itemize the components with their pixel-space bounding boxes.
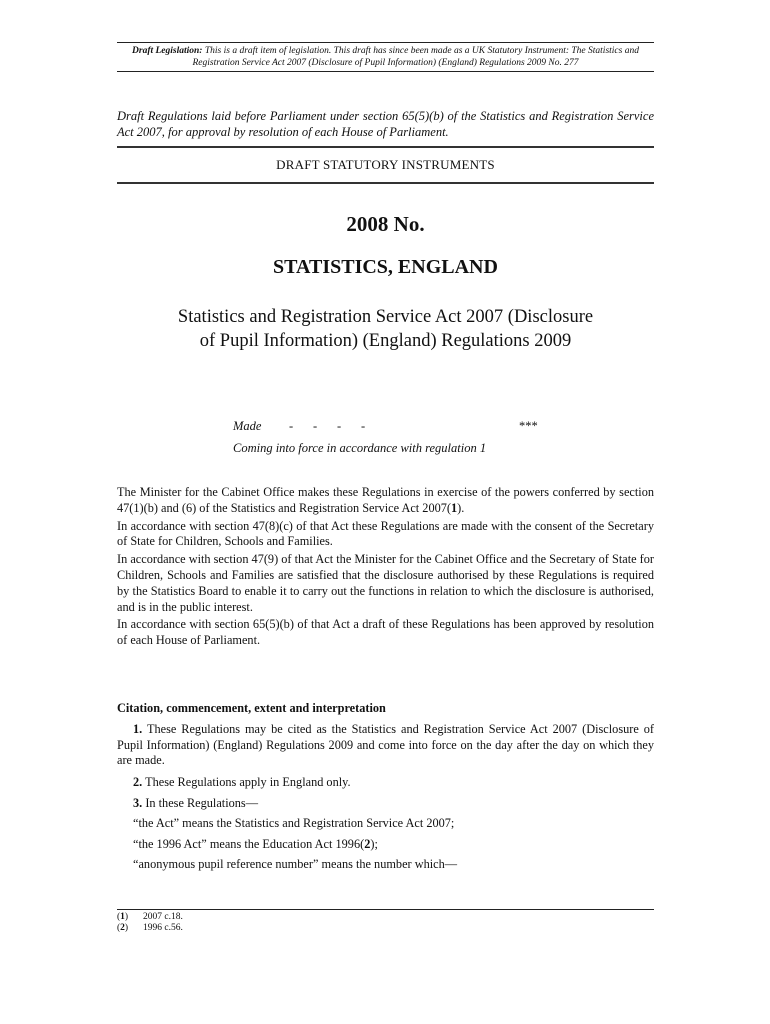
banner-text: This is a draft item of legislation. This draft has since been made as a UK Statutory Instrument: The Statistics and Registration Service Act 2007 (Disclosure of Pupil Information) (England) Regulations 2009 No. 277 — [192, 46, 639, 68]
dash: - — [361, 419, 366, 433]
footnote-mark: (2) — [117, 923, 129, 933]
preamble — [117, 485, 654, 651]
footnote-ref[interactable]: 2 — [364, 836, 371, 851]
intro-text: Draft Regulations laid before Parliament under section 65(5)(b) of the Statistics and Registration Service Act 2007, for approval by resolution of each House of Parliament. — [117, 109, 654, 139]
section-heading: Citation, commencement, extent and interpretation — [117, 701, 386, 715]
regulation-1 — [117, 722, 654, 769]
definition: “anonymous pupil reference number” means the number which— — [133, 857, 458, 872]
definition-text: ); — [370, 836, 378, 851]
preamble-text: ). — [457, 500, 465, 515]
definition: “the Act” means the Statistics and Registration Service Act 2007; — [133, 815, 455, 830]
footnote-ref[interactable]: 1 — [451, 500, 458, 515]
regulations-title — [117, 305, 654, 353]
footnote-text: 1996 c.56. — [143, 923, 183, 933]
regulations-body — [117, 722, 654, 878]
definition — [117, 837, 654, 853]
banner-label: Draft Legislation: — [132, 46, 203, 56]
made-date: *** — [519, 419, 538, 433]
definition-text: “the 1996 Act” means the Education Act 1996( — [133, 836, 365, 851]
regulation-2 — [117, 775, 654, 791]
preamble-paragraph — [117, 485, 654, 517]
regulation-text: These Regulations apply in England only. — [145, 774, 351, 789]
made-label: Made — [233, 419, 262, 433]
preamble-text: The Minister for the Cabinet Office makes these Regulations in exercise of the powers conferred by section 47(1)(b) and (6) of the Statistics and Registration Service Act 2007( — [117, 485, 654, 515]
footnote-text: 2007 c.18. — [143, 912, 183, 922]
dash: - — [313, 419, 318, 433]
footnote — [117, 912, 654, 923]
instrument-type: DRAFT STATUTORY INSTRUMENTS — [117, 146, 654, 184]
dash: - — [289, 419, 294, 433]
regulation-3 — [117, 796, 654, 812]
draft-legislation-banner — [117, 42, 654, 72]
regulation-number: 2. — [133, 774, 143, 789]
preamble-paragraph: In accordance with section 65(5)(b) of that Act a draft of these Regulations has been approved by resolution of each House of Parliament. — [117, 617, 654, 648]
regulation-number: 3. — [133, 796, 143, 811]
instrument-number: 2008 No. — [346, 212, 425, 236]
dash: - — [337, 419, 342, 433]
coming-into-force: Coming into force in accordance with regulation 1 — [233, 441, 487, 455]
title-line-1: Statistics and Registration Service Act 2007 (Disclosure — [177, 307, 594, 327]
footnote-mark: (1) — [117, 912, 129, 922]
footnote — [117, 923, 654, 934]
regulation-number: 1. — [133, 722, 143, 736]
regulation-text: These Regulations may be cited as the Statistics and Registration Service Act 2007 (Disclosure of Pupil Information) (England) Regulations 2009 and come into force on the day after the day on which they are made. — [117, 722, 654, 768]
preamble-paragraph: In accordance with section 47(9) of that Act the Minister for the Cabinet Office and the Secretary of State for Children, Schools and Families are satisfied that the disclosure authorised by these Regulations is required by the Statistics Board to enable it to carry out the functions in relation to which the disclosure is authorised, and is in the public interest. — [117, 552, 654, 614]
footnotes — [117, 912, 654, 934]
preamble-paragraph: In accordance with section 47(8)(c) of that Act these Regulations are made with the consent of the Secretary of State for Children, Schools and Families. — [117, 518, 654, 549]
title-line-2: of Pupil Information) (England) Regulations 2009 — [199, 331, 572, 351]
subject-heading: STATISTICS, ENGLAND — [273, 256, 498, 278]
made-dashes — [289, 419, 385, 434]
footnote-divider — [117, 909, 654, 910]
regulation-text: In these Regulations— — [145, 796, 259, 811]
